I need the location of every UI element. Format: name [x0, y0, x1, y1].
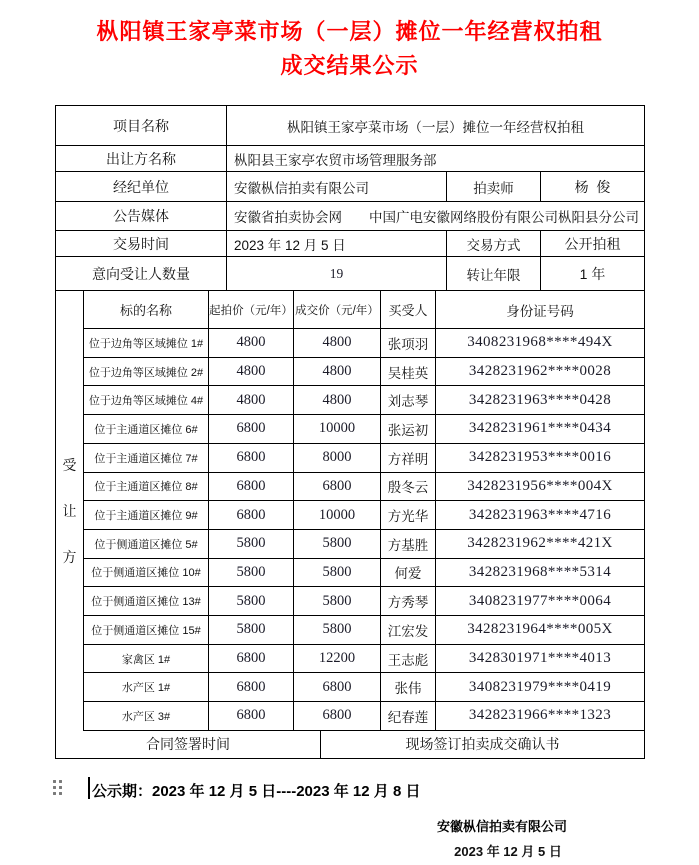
header-id-number: 身份证号码 [506, 303, 574, 319]
header-start-price: 起拍价（元/年） [209, 291, 294, 328]
bidders-label: 意向受让人数量 [56, 257, 227, 290]
id-number-cell: 3428231953****0016 [468, 449, 612, 466]
term-label: 转让年限 [447, 257, 541, 290]
bidders-count: 19 [227, 257, 447, 290]
row-media [56, 202, 644, 231]
start-price-cell: 6800 [209, 702, 294, 730]
id-number-cell: 3408231979****0419 [468, 678, 612, 695]
lot-name-cell: 家禽区 1# [84, 645, 209, 673]
final-price-cell: 4800 [294, 329, 381, 357]
final-price-cell: 5800 [294, 530, 381, 558]
lots-rows [84, 329, 644, 731]
trade-mode-label: 交易方式 [447, 231, 541, 256]
transferor-label: 出让方名称 [56, 146, 227, 171]
lot-name-cell: 水产区 1# [84, 673, 209, 701]
final-price-cell: 5800 [294, 616, 381, 644]
agency-value: 安徽枞信拍卖有限公司 [227, 172, 447, 201]
lot-name-cell: 位于主通道区摊位 6# [84, 415, 209, 443]
table-row [84, 501, 644, 530]
table-row [84, 702, 644, 731]
id-number-cell: 3428231966****1323 [468, 707, 612, 724]
final-price-cell: 12200 [294, 645, 381, 673]
row-transferor [56, 146, 644, 172]
final-price-cell: 8000 [294, 444, 381, 472]
header-final-price: 成交价（元/年） [294, 291, 381, 328]
lots-header-row [84, 291, 644, 329]
lot-name-cell: 水产区 3# [84, 702, 209, 730]
auctioneer-label: 拍卖师 [447, 172, 541, 201]
table-row [84, 415, 644, 444]
lot-name-cell: 位于侧通道区摊位 10# [84, 559, 209, 587]
buyer-cell: 张项羽 [381, 329, 436, 357]
start-price-cell: 6800 [209, 415, 294, 443]
buyer-cell: 张运初 [381, 415, 436, 443]
term-value: 1 年 [579, 265, 606, 282]
buyer-cell: 何爱 [381, 559, 436, 587]
id-number-cell: 3428231963****0428 [468, 391, 612, 408]
auctioneer-name: 杨 俊 [574, 178, 611, 195]
row-trade-time [56, 231, 644, 257]
buyer-cell: 王志彪 [381, 645, 436, 673]
lot-name-cell: 位于边角等区域摊位 4# [84, 386, 209, 414]
row-project [56, 106, 644, 146]
media-value: 安徽省拍卖协会网 中国广电安徽网络股份有限公司枞阳县分公司 [234, 210, 639, 225]
id-number-cell: 3428301971****4013 [468, 650, 612, 667]
lot-name-cell: 位于侧通道区摊位 15# [84, 616, 209, 644]
text-cursor [88, 777, 90, 799]
start-price-cell: 6800 [209, 501, 294, 529]
title-line-1: 枞阳镇王家亭菜市场（一层）摊位一年经营权拍租 [96, 19, 603, 45]
id-number-cell: 3428231956****004X [467, 477, 613, 494]
final-price-cell: 10000 [294, 415, 381, 443]
header-lot-name: 标的名称 [84, 291, 209, 328]
id-number-cell: 3428231968****5314 [468, 563, 612, 580]
start-price-cell: 4800 [209, 329, 294, 357]
start-price-cell: 5800 [209, 616, 294, 644]
lot-name-cell: 位于边角等区域摊位 1# [84, 329, 209, 357]
project-label: 项目名称 [56, 106, 227, 145]
table-row [84, 386, 644, 415]
start-price-cell: 5800 [209, 530, 294, 558]
table-row [84, 444, 644, 473]
start-price-cell: 4800 [209, 358, 294, 386]
id-number-cell: 3428231963****4716 [468, 506, 612, 523]
buyer-cell: 纪春莲 [381, 702, 436, 730]
buyer-cell: 殷冬云 [381, 473, 436, 501]
final-price-cell: 10000 [294, 501, 381, 529]
buyer-cell: 刘志琴 [381, 386, 436, 414]
table-row [84, 358, 644, 387]
trade-time-value: 2023 年 12 月 5 日 [227, 231, 447, 256]
final-price-cell: 5800 [294, 587, 381, 615]
lot-name-cell: 位于主通道区摊位 7# [84, 444, 209, 472]
project-value: 枞阳镇王家亭菜市场（一层）摊位一年经营权拍租 [287, 119, 584, 135]
final-price-cell: 6800 [294, 673, 381, 701]
buyer-cell: 方秀琴 [381, 587, 436, 615]
contract-sign-time-label: 合同签署时间 [56, 731, 321, 758]
lot-name-cell: 位于主通道区摊位 9# [84, 501, 209, 529]
lot-name-cell: 位于边角等区域摊位 2# [84, 358, 209, 386]
final-price-cell: 5800 [294, 559, 381, 587]
table-row [84, 587, 644, 616]
final-price-cell: 4800 [294, 358, 381, 386]
title-line-2: 成交结果公示 [280, 53, 419, 79]
start-price-cell: 6800 [209, 473, 294, 501]
lot-name-cell: 位于主通道区摊位 8# [84, 473, 209, 501]
agency-label: 经纪单位 [56, 172, 227, 201]
buyer-cell: 方基胜 [381, 530, 436, 558]
buyer-cell: 方祥明 [381, 444, 436, 472]
final-price-cell: 6800 [294, 702, 381, 730]
final-price-cell: 4800 [294, 386, 381, 414]
row-agency [56, 172, 644, 202]
table-row [84, 645, 644, 674]
media-label: 公告媒体 [56, 202, 227, 230]
company-signature: 安徽枞信拍卖有限公司 [436, 819, 567, 834]
id-number-cell: 3408231977****0064 [468, 592, 612, 609]
row-contract [56, 731, 644, 758]
trade-mode-value: 公开拍租 [564, 235, 621, 252]
page-title [0, 15, 699, 83]
table-row [84, 329, 644, 358]
final-price-cell: 6800 [294, 473, 381, 501]
transferee-side-label: 受 让 方 [56, 291, 84, 731]
id-number-cell: 3428231964****005X [467, 621, 613, 638]
table-row [84, 530, 644, 559]
id-number-cell: 3408231968****494X [467, 334, 613, 351]
start-price-cell: 6800 [209, 673, 294, 701]
id-number-cell: 3428231961****0434 [468, 420, 612, 437]
signature-date: 2023 年 12 月 5 日 [454, 844, 562, 859]
auction-result-table [55, 105, 645, 759]
buyer-cell: 张伟 [381, 673, 436, 701]
id-number-cell: 3428231962****0028 [468, 363, 612, 380]
table-row [84, 559, 644, 588]
start-price-cell: 5800 [209, 559, 294, 587]
start-price-cell: 4800 [209, 386, 294, 414]
row-bidders [56, 257, 644, 291]
id-number-cell: 3428231962****421X [467, 535, 613, 552]
buyer-cell: 方光华 [381, 501, 436, 529]
start-price-cell: 6800 [209, 444, 294, 472]
table-row [84, 616, 644, 645]
buyer-cell: 吴桂英 [381, 358, 436, 386]
lots-subtable [56, 291, 644, 731]
trade-time-label: 交易时间 [56, 231, 227, 256]
table-row [84, 473, 644, 502]
table-row [84, 673, 644, 702]
publicity-period-text: 公示期：2023 年 12 月 5 日----2023 年 12 月 8 日 [92, 783, 421, 800]
transferor-value: 枞阳县王家亭农贸市场管理服务部 [234, 152, 437, 168]
start-price-cell: 5800 [209, 587, 294, 615]
drag-handle-icon[interactable] [53, 780, 62, 795]
header-buyer: 买受人 [381, 291, 436, 328]
lot-name-cell: 位于侧通道区摊位 5# [84, 530, 209, 558]
lot-name-cell: 位于侧通道区摊位 13# [84, 587, 209, 615]
buyer-cell: 江宏发 [381, 616, 436, 644]
start-price-cell: 6800 [209, 645, 294, 673]
confirmation-note: 现场签订拍卖成交确认书 [405, 736, 560, 753]
